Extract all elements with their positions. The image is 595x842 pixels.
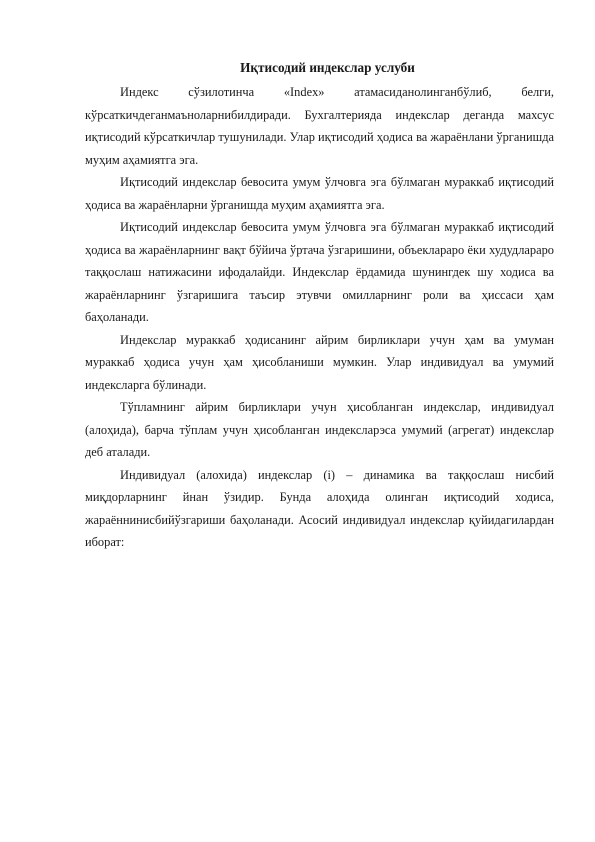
paragraph-index-types: Индекслар мураккаб ҳодисанинг айрим бирликлари учун ҳам ва умуман мураккаб ҳодиса учун ҳам ҳисобланиши мумкин. Улар индивидуал ва умумий индексларга бўлинади. xyxy=(85,332,554,392)
paragraph-economic-indexes: Иқтисодий индекслар бевосита умум ўлчовга эга бўлмаган мураккаб иқтисодий ҳодиса ва жараёнларни ўрганишда муҳим аҳамиятга эга. xyxy=(85,175,554,212)
paragraph-aggregate-indexes: Тўпламнинг айрим бирликлари учун ҳисобланган индекслар, индивидуал (алоҳида), барча тўплам учун ҳисобланган индексларэса умумий (агрегат) индекслар деб аталади. xyxy=(85,400,554,459)
document-title: Иқтисодий индекслар услуби xyxy=(240,60,415,75)
paragraph-index-definition: Индекс сўзилотинча «Index» атамасиданолинганбўлиб, белги, кўрсаткичдеганмаъноларнибилдиради. Бухгалтерияда индекслар деганда махсус иқтисодий кўрсаткичлар тушунилади. Улар иқтисодий ҳодиса ва жараёнлани ўрганишда муҳим аҳамиятга эга. xyxy=(85,85,554,167)
document-page xyxy=(85,58,554,554)
paragraph-index-changes: Иқтисодий индекслар бевосита умум ўлчовга эга бўлмаган мураккаб иқтисодий ҳодиса ва жараёнларнинг вақт бўйича ўртача ўзгаришини, объекларaро ёки худудлараро таққослаш натижасини ифодалайди. Индекслар ёрдамида шунингдек шу ходиса ва жараёнларнинг ўзгаришига таъсир этувчи омилларнинг роли ва ҳиссаси ҳам баҳоланади. xyxy=(85,220,554,324)
paragraph-individual-indexes: Индивидуал (алохида) индекслар (i) – динамика ва таққослаш нисбий миқдорларнинг йнан ўзидир. Бунда алоҳида олинган иқтисодий ходиса, жараённинисбийўзгариши баҳоланади. Асосий индивидуал индекслар қуйидагилардан иборат: xyxy=(85,467,554,549)
